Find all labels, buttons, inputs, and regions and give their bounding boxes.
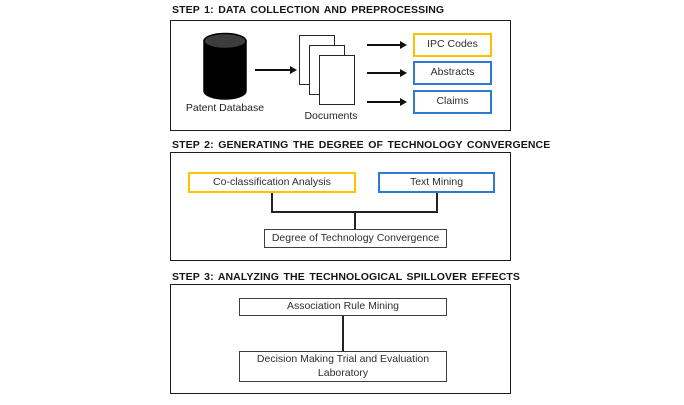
arrow-right-icon [255, 66, 297, 75]
documents-icon [299, 35, 357, 107]
patent-database-label: Patent Database [185, 102, 265, 114]
arrow-head [400, 41, 407, 49]
arrow-head [400, 69, 407, 77]
database-icon [202, 32, 248, 107]
text-mining-box: Text Mining [378, 172, 495, 193]
step2-panel [170, 152, 511, 261]
abstracts-box: Abstracts [413, 61, 492, 85]
step3-panel [170, 284, 511, 394]
co-classification-analysis-box: Co-classification Analysis [188, 172, 356, 193]
step2-title: STEP 2: GENERATING THE DEGREE OF TECHNOLOGY CONVERGENCE [172, 139, 551, 151]
dematel-box: Decision Making Trial and Evaluation Laboratory [239, 351, 447, 382]
arrow-right-icon [367, 69, 407, 78]
documents-label: Documents [304, 110, 358, 122]
connector-line [436, 193, 438, 211]
arrow-shaft [367, 72, 400, 74]
step1-panel [170, 20, 511, 131]
connector-line [342, 316, 344, 351]
arrow-right-icon [367, 98, 407, 107]
arrow-head [290, 66, 297, 74]
arrow-shaft [367, 101, 400, 103]
arrow-shaft [255, 69, 290, 71]
arrow-head [400, 98, 407, 106]
arrow-shaft [367, 44, 400, 46]
arrow-right-icon [367, 41, 407, 50]
ipc-codes-box: IPC Codes [413, 33, 492, 57]
degree-of-technology-convergence-box: Degree of Technology Convergence [264, 229, 447, 248]
step1-title: STEP 1: DATA COLLECTION AND PREPROCESSING [172, 4, 445, 16]
step3-title: STEP 3: ANALYZING THE TECHNOLOGICAL SPILLOVER EFFECTS [172, 271, 520, 283]
association-rule-mining-box: Association Rule Mining [239, 298, 447, 316]
connector-line [271, 193, 273, 211]
connector-line [354, 211, 356, 229]
claims-box: Claims [413, 90, 492, 114]
document-page-icon [319, 55, 355, 105]
